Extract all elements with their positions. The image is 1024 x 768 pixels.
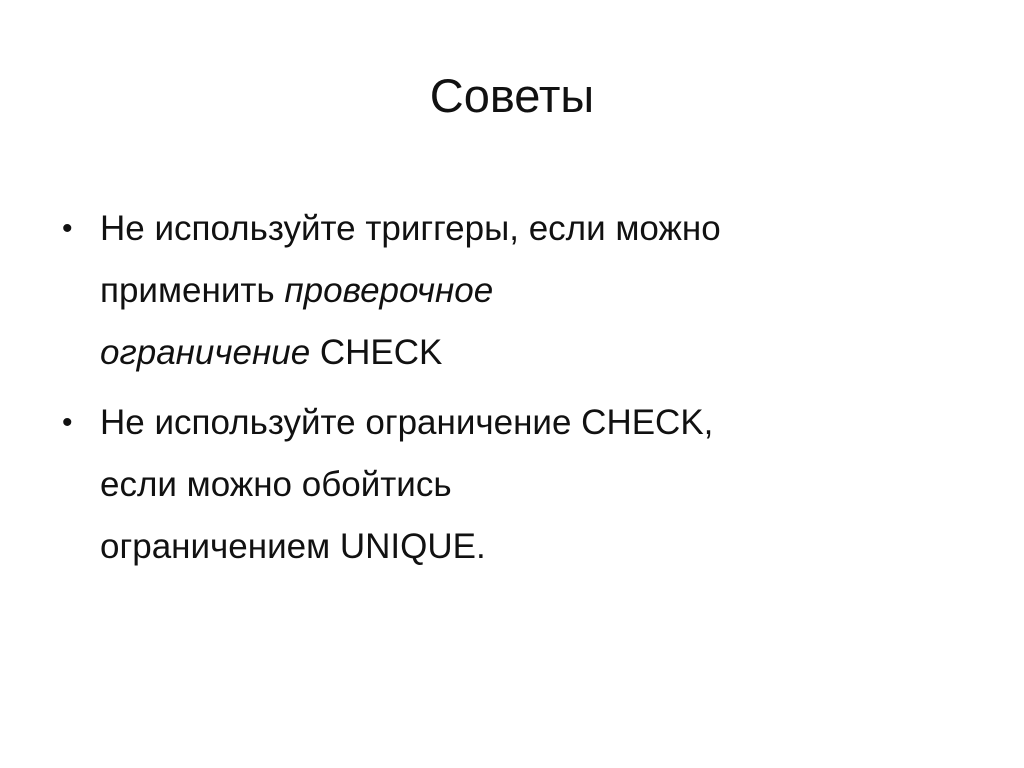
bullet-line: Не используйте ограничение CHECK,	[100, 403, 714, 442]
bullet-emphasis: ограничение	[100, 333, 311, 372]
bullet-line	[100, 260, 962, 322]
slide-title: Советы	[429, 69, 595, 122]
bullet-line: ограничением UNIQUE.	[100, 527, 486, 566]
bullet-emphasis: проверочное	[284, 271, 494, 310]
bullet-line: если можно обойтись	[100, 465, 452, 504]
bullet-marker: •	[62, 212, 73, 245]
bullet-line	[100, 322, 962, 384]
bullet-text: применить	[100, 271, 285, 310]
bullet-list	[62, 198, 962, 586]
bullet-text: CHECK	[310, 333, 443, 372]
bullet-line: Не используйте триггеры, если можно	[100, 209, 721, 248]
bullet-marker: •	[62, 406, 73, 439]
bullet-item-check	[62, 392, 962, 578]
bullet-item-triggers	[62, 198, 962, 384]
